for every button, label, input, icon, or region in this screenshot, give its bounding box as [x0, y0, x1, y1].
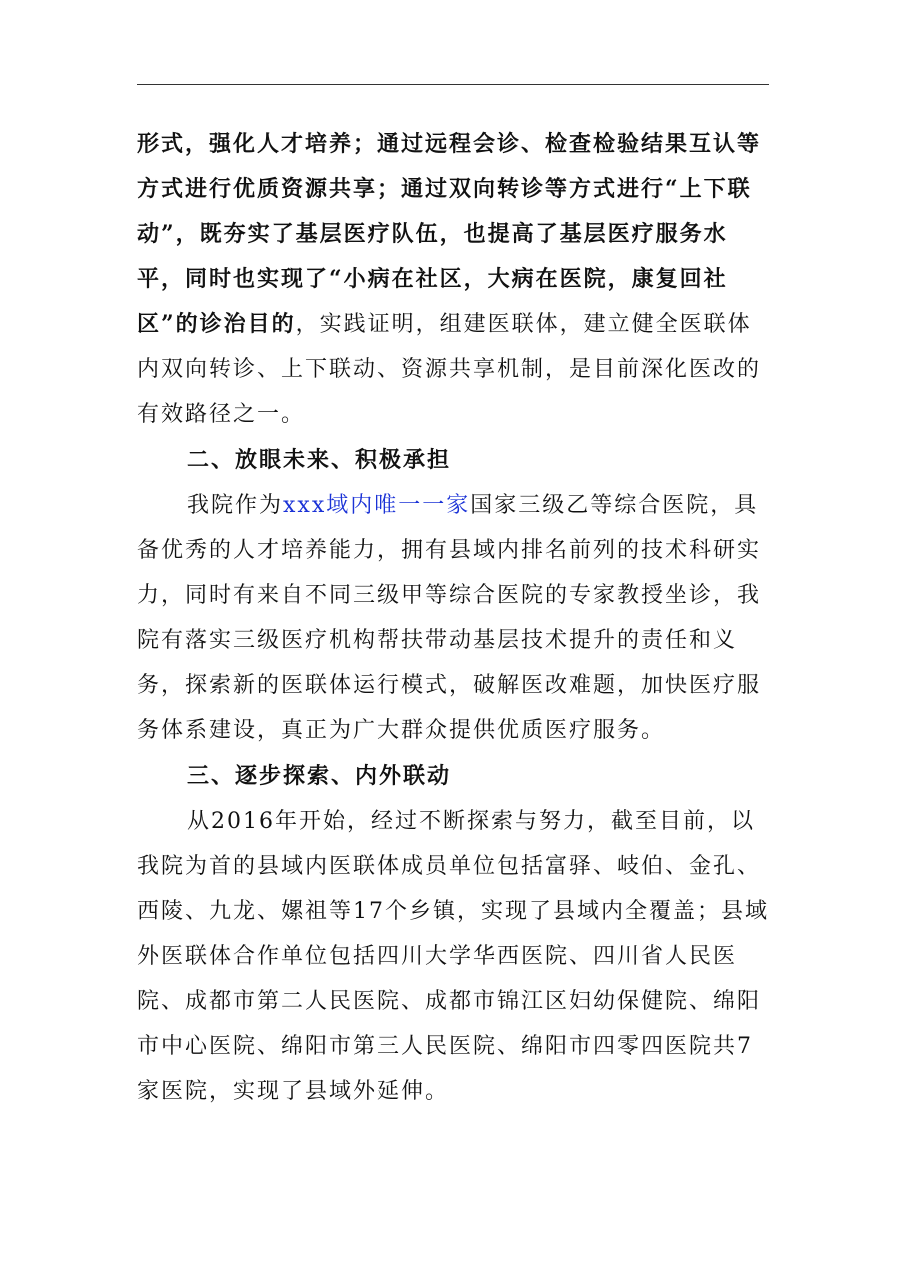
paragraph-2 — [137, 483, 769, 753]
paragraph-3: 从2016年开始，经过不断探索与努力，截至目前，以我院为首的县域内医联体成员单位包括富驿、岐伯、金孔、西陵、九龙、嫘祖等17个乡镇，实现了县域内全覆盖；县域外医联体合作单位包括四川大学华西医院、四川省人民医院、成都市第二人民医院、成都市锦江区妇幼保健院、绵阳市中心医院、绵阳市第三人民医院、绵阳市四零四医院共7家医院，实现了县域外延伸。 — [137, 809, 769, 1104]
header-rule — [137, 84, 769, 85]
paragraph-1-bold-text: 形式，强化人才培养；通过远程会诊、检查检验结果互认等方式进行优质资源共享；通过双向转诊等方式进行“上下联动”，既夯实了基层医疗队伍，也提高了基层医疗服务水平，同时也实现了“小病在社区，大病在医院，康复回社区”的诊治目的 — [137, 131, 762, 337]
paragraph-1 — [137, 122, 769, 437]
section-heading-2: 二、放眼未来、积极承担 — [187, 447, 452, 473]
paragraph-2-suffix: 国家三级乙等综合医院，具备优秀的人才培养能力，拥有县域内排名前列的技术科研实力，同时有来自不同三级甲等综合医院的专家教授坐诊，我院有落实三级医疗机构帮扶带动基层技术提升的责任和义务，探索新的医联体运行模式，破解医改难题，加快医疗服务体系建设，真正为广大群众提供优质医疗服务。 — [137, 493, 762, 743]
paragraph-1-text: ，实践证明，组建医联体，建立健全医联体内双向转诊、上下联动、资源共享机制，是目前深化医改的有效路径之一。 — [137, 312, 762, 427]
document-body — [137, 122, 769, 1114]
highlighted-text: xxx域内唯一一家 — [283, 493, 471, 518]
section-heading-3: 三、逐步探索、内外联动 — [187, 763, 452, 789]
paragraph-2-prefix: 我院作为 — [187, 493, 284, 518]
